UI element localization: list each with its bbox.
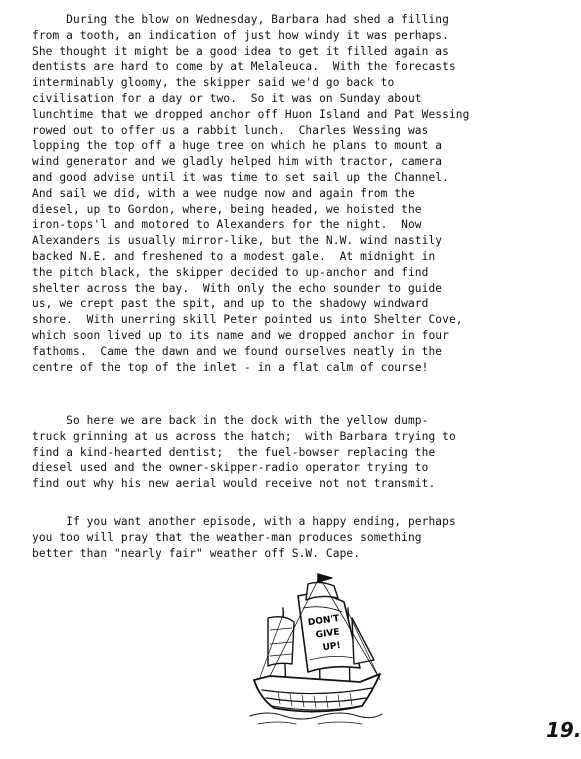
text-line: interminably gloomy, the skipper said we'd go back to	[32, 76, 395, 90]
text-line: better than "nearly fair" weather off S.W. Cape.	[32, 546, 361, 560]
text-line: Alexanders is usually mirror-like, but the N.W. wind nastily	[32, 234, 443, 248]
text-line: rowed out to offer us a rabbit lunch. Charles Wessing was	[32, 123, 429, 137]
text-line: backed N.E. and freshened to a modest gale. At midnight in	[32, 249, 436, 263]
text-line: shore. With unerring skill Peter pointed us into Shelter Cove,	[32, 313, 463, 327]
sail-text-line-1: DON'T	[307, 613, 341, 629]
text-line: diesel, up to Gordon, where, being headed, we hoisted the	[32, 202, 422, 216]
text-line: wind generator and we gladly helped him with tractor, camera	[32, 155, 443, 169]
paragraph-3	[32, 514, 557, 561]
text-line: iron-tops'l and motored to Alexanders for the night. Now	[32, 218, 422, 232]
text-line: And sail we did, with a wee nudge now and again from the	[32, 186, 415, 200]
text-line: diesel used and the owner-skipper-radio operator trying to	[32, 461, 429, 475]
sail-text-line-2: GIVE	[315, 627, 341, 641]
text-line: During the blow on Wednesday, Barbara had shed a filling	[32, 13, 449, 26]
text-line: dentists are hard to come by at Melaleuca. With the forecasts	[32, 60, 456, 74]
text-line: find out why his new aerial would receive not not transmit.	[32, 477, 436, 491]
sailing-ship-illustration	[248, 568, 383, 733]
text-line: you too will pray that the weather-man produces something	[32, 530, 422, 544]
text-line: from a tooth, an indication of just how windy it was perhaps.	[32, 28, 449, 42]
text-line: If you want another episode, with a happy ending, perhaps	[32, 515, 456, 528]
paragraph-1	[32, 12, 557, 375]
sail-text-line-3: UP!	[322, 640, 342, 654]
text-line: and good advise until it was time to set sail up the Channel.	[32, 170, 449, 184]
paragraph-2	[32, 413, 557, 492]
text-line: civilisation for a day or two. So it was on Sunday about	[32, 91, 422, 105]
text-line: the pitch black, the skipper decided to up-anchor and find	[32, 265, 429, 279]
text-line: centre of the top of the inlet - in a flat calm of course!	[32, 360, 429, 374]
text-line: which soon lived up to its name and we dropped anchor in four	[32, 328, 449, 342]
text-line: lunchtime that we dropped anchor off Huon Island and Pat Wessing	[32, 107, 470, 121]
text-line: lopping the top off a huge tree on which he plans to mount a	[32, 139, 443, 153]
text-line: us, we crept past the spit, and up to the shadowy windward	[32, 297, 429, 311]
text-line: find a kind-hearted dentist; the fuel-bowser replacing the	[32, 445, 436, 459]
text-line: So here we are back in the dock with the yellow dump-	[32, 414, 429, 427]
page-number: 19.	[546, 718, 581, 742]
text-line: truck grinning at us across the hatch; with Barbara trying to	[32, 429, 456, 443]
text-line: shelter across the bay. With only the echo sounder to guide	[32, 281, 443, 295]
text-line: fathoms. Came the dawn and we found ourselves neatly in the	[32, 344, 443, 358]
text-line: She thought it might be a good idea to get it filled again as	[32, 44, 449, 58]
